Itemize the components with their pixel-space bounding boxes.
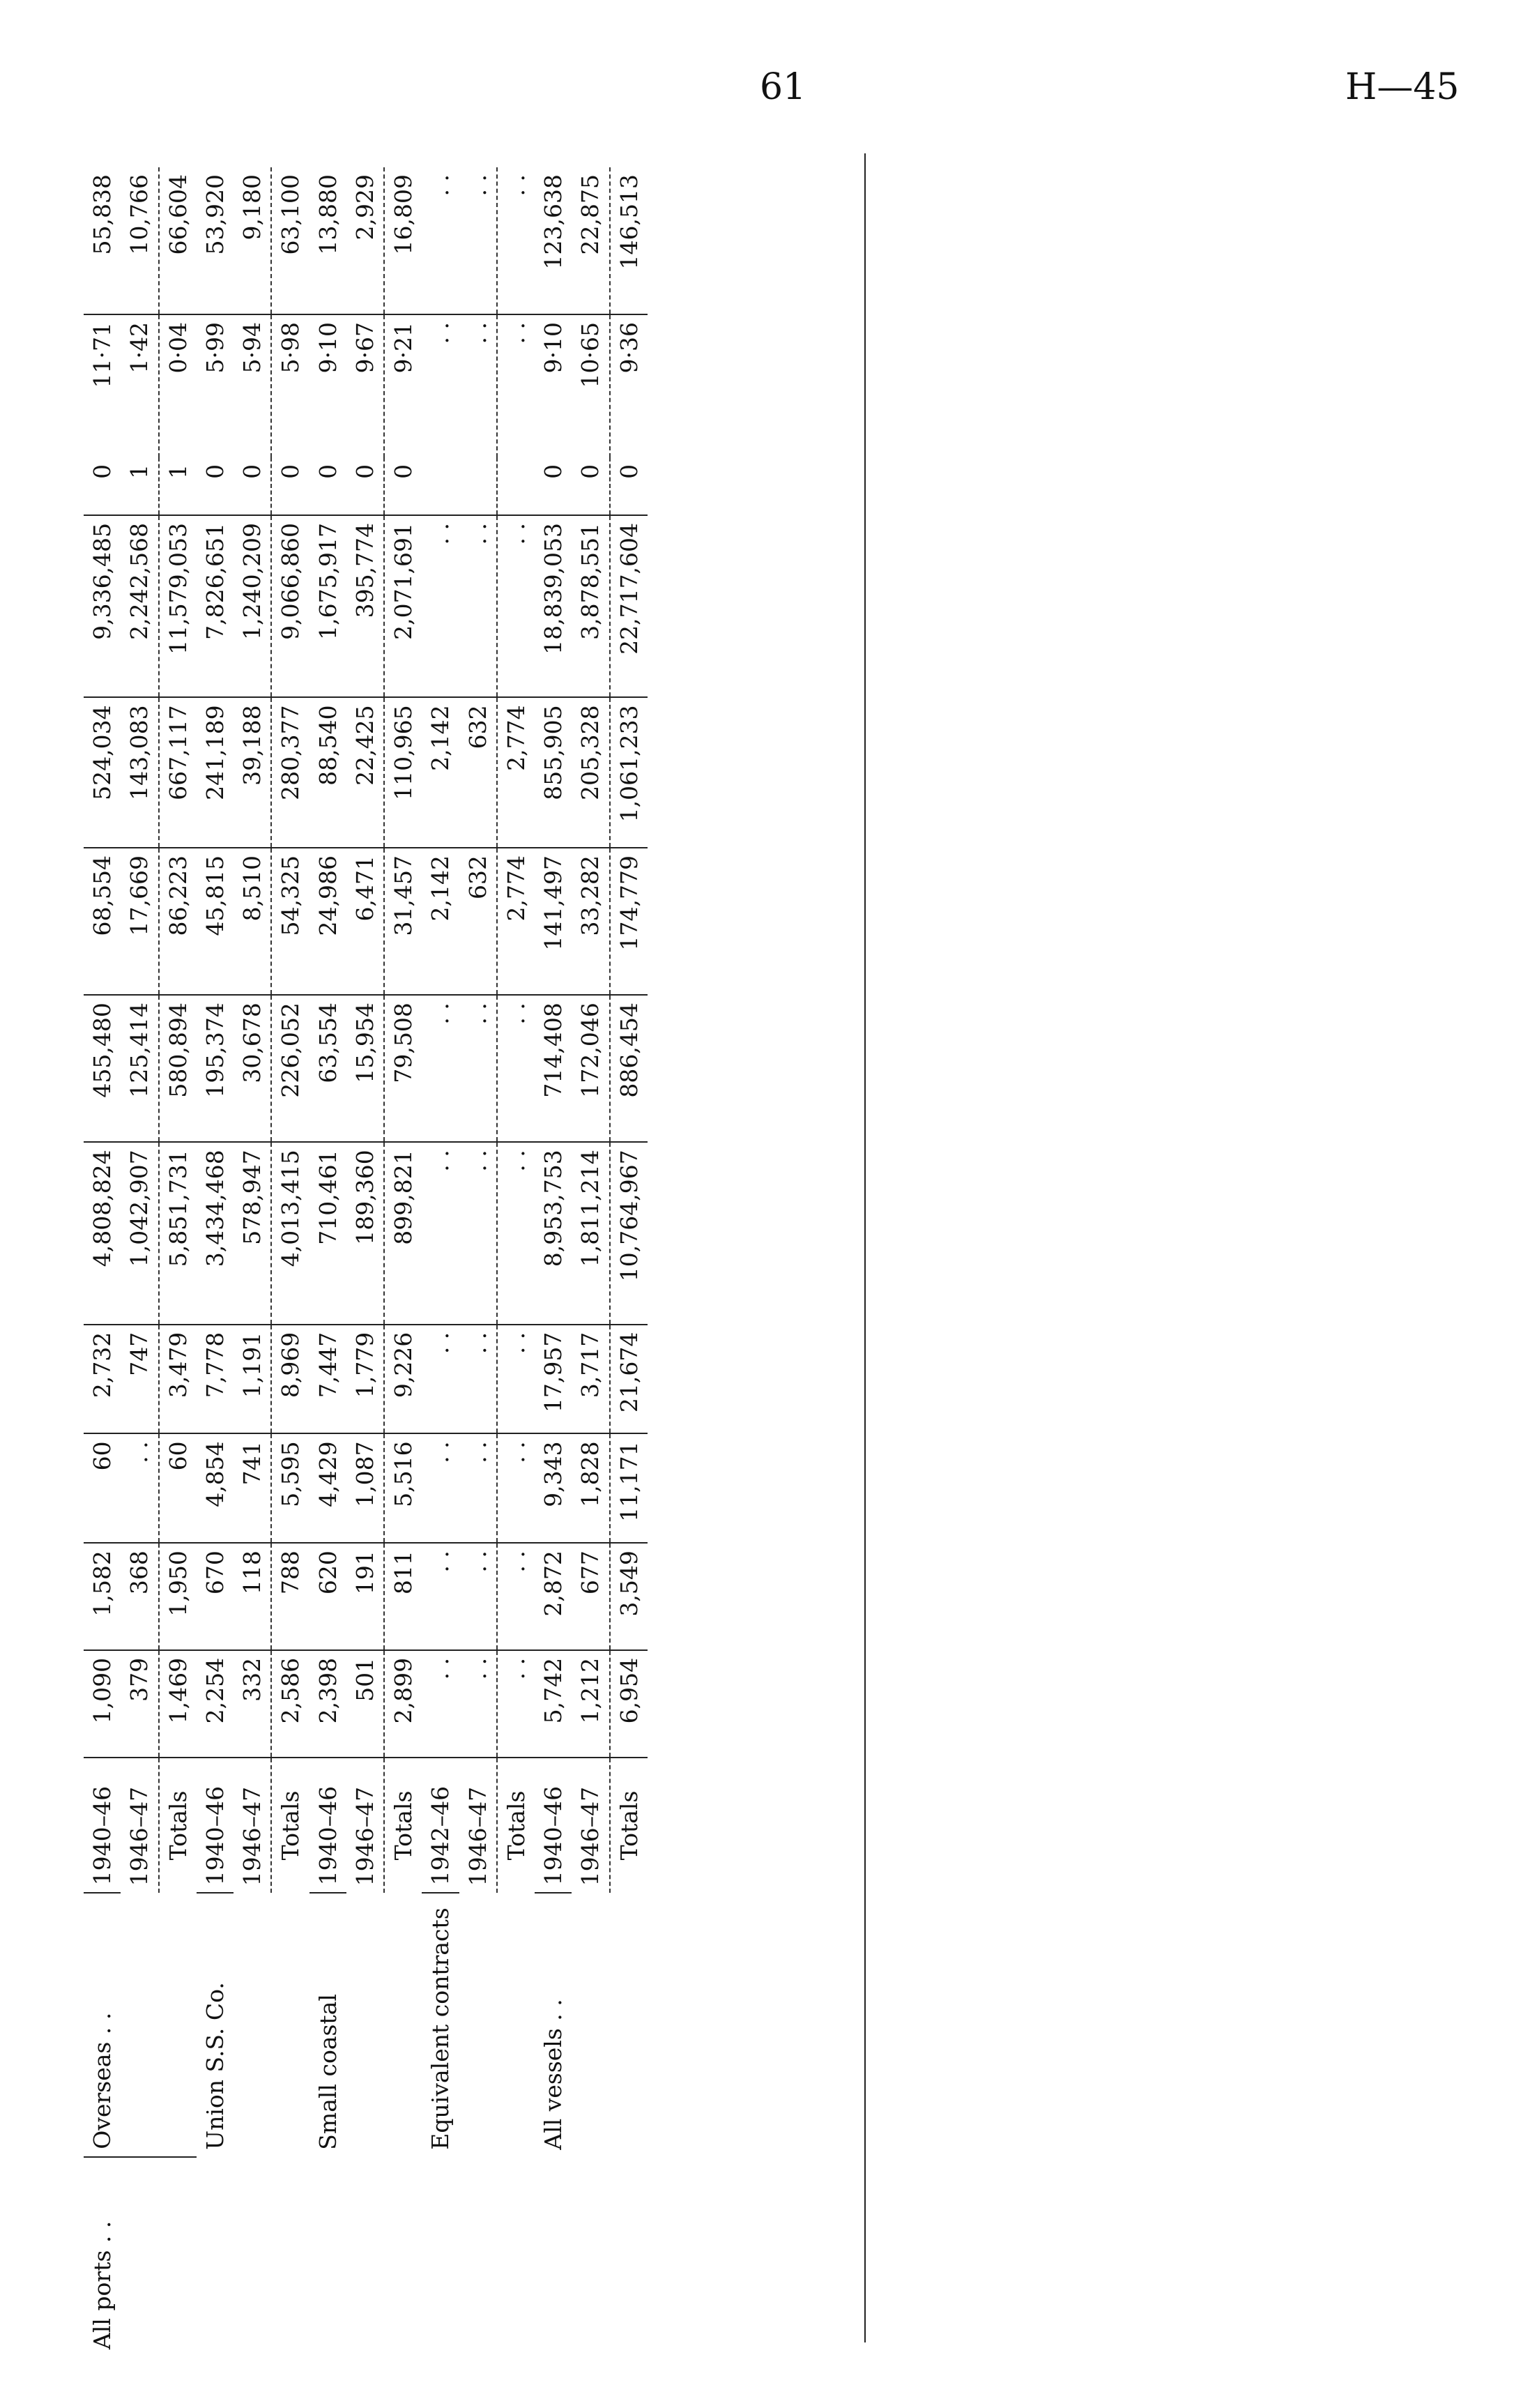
value-cell: 1,087 xyxy=(346,1433,384,1543)
value-cell: . . xyxy=(497,1650,535,1758)
value-cell: 21,674 xyxy=(610,1325,648,1434)
value-cell: 2,071,691 xyxy=(384,515,422,697)
rotated-table-container xyxy=(84,167,892,2356)
value-cell: 226,052 xyxy=(271,995,309,1142)
vessel-class-label: Equivalent contracts xyxy=(427,1907,454,2150)
value-cell: . . xyxy=(427,322,454,344)
value-cell: 1,240,209 xyxy=(234,515,271,697)
year-cell: 1946–47 xyxy=(464,1786,491,1887)
value-cell: 146,513 xyxy=(610,167,648,314)
value-cell xyxy=(459,457,497,515)
table-row xyxy=(84,167,121,2356)
value-cell: 7,778 xyxy=(197,1325,234,1434)
value-cell: 788 xyxy=(271,1543,309,1650)
value-cell: 5·94 xyxy=(238,322,266,374)
value-cell: 5,851,731 xyxy=(159,1142,197,1324)
value-cell: . . xyxy=(459,1543,497,1650)
value-cell: . . xyxy=(459,1325,497,1434)
value-cell xyxy=(422,457,459,515)
value-cell: 1 xyxy=(121,457,158,515)
year-cell: 1940–46 xyxy=(84,1758,121,1893)
value-cell: 4,854 xyxy=(197,1433,234,1543)
value-cell: 8,510 xyxy=(234,848,271,995)
year-cell: 1946–47 xyxy=(576,1786,604,1887)
value-cell: 9·10 xyxy=(314,322,342,374)
value-cell: . . xyxy=(497,1433,535,1543)
value-cell: 620 xyxy=(309,1543,346,1650)
value-cell: 9,180 xyxy=(234,167,271,314)
value-cell: 2,929 xyxy=(346,167,384,314)
value-cell: . . xyxy=(422,515,459,697)
value-cell: . . xyxy=(497,167,535,314)
value-cell: 2,899 xyxy=(384,1650,422,1758)
value-cell: 1,828 xyxy=(572,1433,609,1543)
value-cell: 143,083 xyxy=(121,697,158,848)
value-cell: 501 xyxy=(346,1650,384,1758)
value-cell: 22,425 xyxy=(346,697,384,848)
value-cell: 0 xyxy=(234,457,271,515)
value-cell: 53,920 xyxy=(197,167,234,314)
value-cell: 0 xyxy=(84,457,121,515)
value-cell: 5·98 xyxy=(271,314,309,457)
value-cell: 1,042,907 xyxy=(121,1142,158,1324)
value-cell: . . xyxy=(422,1650,459,1758)
value-cell: 60 xyxy=(84,1433,121,1543)
value-cell: 2,398 xyxy=(309,1650,346,1758)
value-cell: 9·10 xyxy=(540,322,567,374)
value-cell: 13,880 xyxy=(309,167,346,314)
value-cell: 241,189 xyxy=(197,697,234,848)
port-statistics-table xyxy=(84,167,648,2356)
value-cell: 332 xyxy=(234,1650,271,1758)
value-cell: 0 xyxy=(572,457,609,515)
value-cell: 10·65 xyxy=(576,322,604,388)
value-cell: . . xyxy=(422,1543,459,1650)
value-cell: . . xyxy=(422,1142,459,1324)
value-cell: 17,957 xyxy=(535,1325,572,1434)
value-cell: . . xyxy=(497,995,535,1142)
value-cell: 2,774 xyxy=(497,848,535,995)
value-cell: . . xyxy=(422,167,459,314)
value-cell: 15,954 xyxy=(346,995,384,1142)
value-cell: 16,809 xyxy=(384,167,422,314)
value-cell: 9,343 xyxy=(535,1433,572,1543)
value-cell: 0 xyxy=(384,457,422,515)
value-cell: . . xyxy=(422,995,459,1142)
vessel-class-label: Overseas xyxy=(89,2041,116,2149)
value-cell: 195,374 xyxy=(197,995,234,1142)
value-cell: . . xyxy=(459,1650,497,1758)
vessel-class-cell xyxy=(535,1893,648,2156)
value-cell: 17,669 xyxy=(121,848,158,995)
value-cell: 39,188 xyxy=(234,697,271,848)
table-row xyxy=(197,167,234,2356)
value-cell: 118 xyxy=(234,1543,271,1650)
value-cell: 3,549 xyxy=(610,1543,648,1650)
value-cell: 280,377 xyxy=(271,697,309,848)
value-cell: . . xyxy=(459,515,497,697)
value-cell: 189,360 xyxy=(346,1142,384,1324)
value-cell: 670 xyxy=(197,1543,234,1650)
value-cell: 1·42 xyxy=(125,322,153,374)
value-cell: 11,171 xyxy=(610,1433,648,1543)
value-cell: 2,872 xyxy=(535,1543,572,1650)
value-cell: 0·04 xyxy=(159,314,197,457)
value-cell: 6,954 xyxy=(610,1650,648,1758)
value-cell xyxy=(497,457,535,515)
port-label-cell xyxy=(84,2157,648,2356)
value-cell: 205,328 xyxy=(572,697,609,848)
value-cell: 6,471 xyxy=(346,848,384,995)
value-cell: 1,811,214 xyxy=(572,1142,609,1324)
value-cell: 141,497 xyxy=(535,848,572,995)
value-cell: 710,461 xyxy=(309,1142,346,1324)
table-row xyxy=(422,167,459,2356)
value-cell: 3,434,468 xyxy=(197,1142,234,1324)
value-cell: 9,066,860 xyxy=(271,515,309,697)
value-cell: 1,469 xyxy=(159,1650,197,1758)
value-cell: 886,454 xyxy=(610,995,648,1142)
value-cell: . . xyxy=(121,1433,158,1543)
value-cell: 632 xyxy=(459,697,497,848)
value-cell: 9,336,485 xyxy=(84,515,121,697)
value-cell: 9·67 xyxy=(351,322,378,374)
page-number: 61 xyxy=(760,66,806,108)
year-cell: 1946–47 xyxy=(351,1786,378,1887)
value-cell: 30,678 xyxy=(234,995,271,1142)
value-cell: 2,242,568 xyxy=(121,515,158,697)
page-code: H—45 xyxy=(1345,66,1460,108)
value-cell: 123,638 xyxy=(535,167,572,314)
value-cell: 88,540 xyxy=(309,697,346,848)
value-cell: 55,838 xyxy=(84,167,121,314)
port-label: All ports xyxy=(89,2250,116,2349)
value-cell: 395,774 xyxy=(346,515,384,697)
year-cell: 1946–47 xyxy=(238,1786,266,1887)
year-cell: 1940–46 xyxy=(197,1758,234,1893)
vessel-class-cell xyxy=(84,1893,197,2156)
value-cell: . . xyxy=(459,995,497,1142)
value-cell: . . xyxy=(497,515,535,697)
value-cell: 45,815 xyxy=(197,848,234,995)
value-cell: 677 xyxy=(572,1543,609,1650)
value-cell: . . xyxy=(459,1142,497,1324)
value-cell: 191 xyxy=(346,1543,384,1650)
table-body xyxy=(84,167,648,2356)
table-row xyxy=(535,167,572,2356)
vessel-class-dots: . . xyxy=(89,2012,116,2042)
value-cell: 811 xyxy=(384,1543,422,1650)
value-cell: 10,764,967 xyxy=(610,1142,648,1324)
value-cell: 125,414 xyxy=(121,995,158,1142)
value-cell: 2,774 xyxy=(497,697,535,848)
value-cell: 172,046 xyxy=(572,995,609,1142)
value-cell: 1,675,917 xyxy=(309,515,346,697)
value-cell: 578,947 xyxy=(234,1142,271,1324)
value-cell: 9·36 xyxy=(610,314,648,457)
value-cell: 22,875 xyxy=(572,167,609,314)
value-cell: 60 xyxy=(159,1433,197,1543)
value-cell: 5,516 xyxy=(384,1433,422,1543)
value-cell: 3,878,551 xyxy=(572,515,609,697)
value-cell: 5,742 xyxy=(535,1650,572,1758)
value-cell: 4,808,824 xyxy=(84,1142,121,1324)
value-cell: 0 xyxy=(197,457,234,515)
value-cell: 33,282 xyxy=(572,848,609,995)
value-cell: . . xyxy=(497,1543,535,1650)
value-cell: 4,013,415 xyxy=(271,1142,309,1324)
value-cell: 0 xyxy=(535,457,572,515)
year-cell: 1940–46 xyxy=(309,1758,346,1893)
value-cell: . . xyxy=(497,1142,535,1324)
value-cell: 66,604 xyxy=(159,167,197,314)
totals-label: Totals xyxy=(384,1758,422,1893)
value-cell: 1,191 xyxy=(234,1325,271,1434)
value-cell: 7,826,651 xyxy=(197,515,234,697)
value-cell: 63,554 xyxy=(309,995,346,1142)
totals-label: Totals xyxy=(271,1758,309,1893)
value-cell: 22,717,604 xyxy=(610,515,648,697)
value-cell: 1 xyxy=(159,457,197,515)
value-cell: 714,408 xyxy=(535,995,572,1142)
totals-label: Totals xyxy=(497,1758,535,1893)
year-cell: 1946–47 xyxy=(125,1786,153,1887)
value-cell: 3,479 xyxy=(159,1325,197,1434)
value-cell: . . xyxy=(464,322,491,344)
value-cell: . . xyxy=(497,314,535,457)
value-cell: 0 xyxy=(271,457,309,515)
value-cell: 7,447 xyxy=(309,1325,346,1434)
vessel-class-cell xyxy=(197,1893,309,2156)
value-cell: 1,090 xyxy=(84,1650,121,1758)
value-cell: 24,986 xyxy=(309,848,346,995)
value-cell: 5·99 xyxy=(201,322,229,374)
value-cell: 455,480 xyxy=(84,995,121,1142)
value-cell: 2,254 xyxy=(197,1650,234,1758)
value-cell: 1,212 xyxy=(572,1650,609,1758)
value-cell: 524,034 xyxy=(84,697,121,848)
value-cell: 1,779 xyxy=(346,1325,384,1434)
table-row xyxy=(309,167,346,2356)
value-cell: 8,969 xyxy=(271,1325,309,1434)
value-cell: 79,508 xyxy=(384,995,422,1142)
value-cell: 0 xyxy=(309,457,346,515)
value-cell: 86,223 xyxy=(159,848,197,995)
value-cell: 11,579,053 xyxy=(159,515,197,697)
value-cell: 580,894 xyxy=(159,995,197,1142)
value-cell: 2,142 xyxy=(422,697,459,848)
vessel-class-label: All vessels xyxy=(540,2028,567,2150)
vessel-class-label: Union S.S. Co. xyxy=(201,1982,229,2150)
value-cell: . . xyxy=(422,1433,459,1543)
value-cell: 2,732 xyxy=(84,1325,121,1434)
value-cell: . . xyxy=(459,167,497,314)
value-cell: 10,766 xyxy=(121,167,158,314)
value-cell: 8,953,753 xyxy=(535,1142,572,1324)
value-cell: 54,325 xyxy=(271,848,309,995)
value-cell: 0 xyxy=(346,457,384,515)
value-cell: 1,950 xyxy=(159,1543,197,1650)
value-cell: . . xyxy=(459,1433,497,1543)
value-cell: 63,100 xyxy=(271,167,309,314)
totals-label: Totals xyxy=(159,1758,197,1893)
value-cell: 3,717 xyxy=(572,1325,609,1434)
vessel-class-cell xyxy=(309,1893,422,2156)
vessel-class-dots: . . xyxy=(540,1999,567,2029)
value-cell: 855,905 xyxy=(535,697,572,848)
value-cell: 0 xyxy=(610,457,648,515)
vessel-class-label: Small coastal xyxy=(314,1994,342,2150)
value-cell: 4,429 xyxy=(309,1433,346,1543)
value-cell: . . xyxy=(497,1325,535,1434)
value-cell: 1,061,233 xyxy=(610,697,648,848)
value-cell: 368 xyxy=(121,1543,158,1650)
value-cell: 68,554 xyxy=(84,848,121,995)
value-cell: 11·71 xyxy=(89,322,116,388)
value-cell: 110,965 xyxy=(384,697,422,848)
port-dots: . . xyxy=(89,2220,116,2250)
value-cell: 2,142 xyxy=(422,848,459,995)
value-cell: 9·21 xyxy=(384,314,422,457)
value-cell: 632 xyxy=(459,848,497,995)
year-cell: 1940–46 xyxy=(535,1758,572,1893)
value-cell: 667,117 xyxy=(159,697,197,848)
totals-label: Totals xyxy=(610,1758,648,1893)
value-cell: 9,226 xyxy=(384,1325,422,1434)
value-cell: . . xyxy=(422,1325,459,1434)
value-cell: 5,595 xyxy=(271,1433,309,1543)
vessel-class-cell xyxy=(422,1893,535,2156)
value-cell: 174,779 xyxy=(610,848,648,995)
value-cell: 899,821 xyxy=(384,1142,422,1324)
value-cell: 747 xyxy=(121,1325,158,1434)
year-cell: 1942–46 xyxy=(422,1758,459,1893)
value-cell: 1,582 xyxy=(84,1543,121,1650)
value-cell: 31,457 xyxy=(384,848,422,995)
value-cell: 741 xyxy=(234,1433,271,1543)
value-cell: 18,839,053 xyxy=(535,515,572,697)
value-cell: 379 xyxy=(121,1650,158,1758)
value-cell: 2,586 xyxy=(271,1650,309,1758)
